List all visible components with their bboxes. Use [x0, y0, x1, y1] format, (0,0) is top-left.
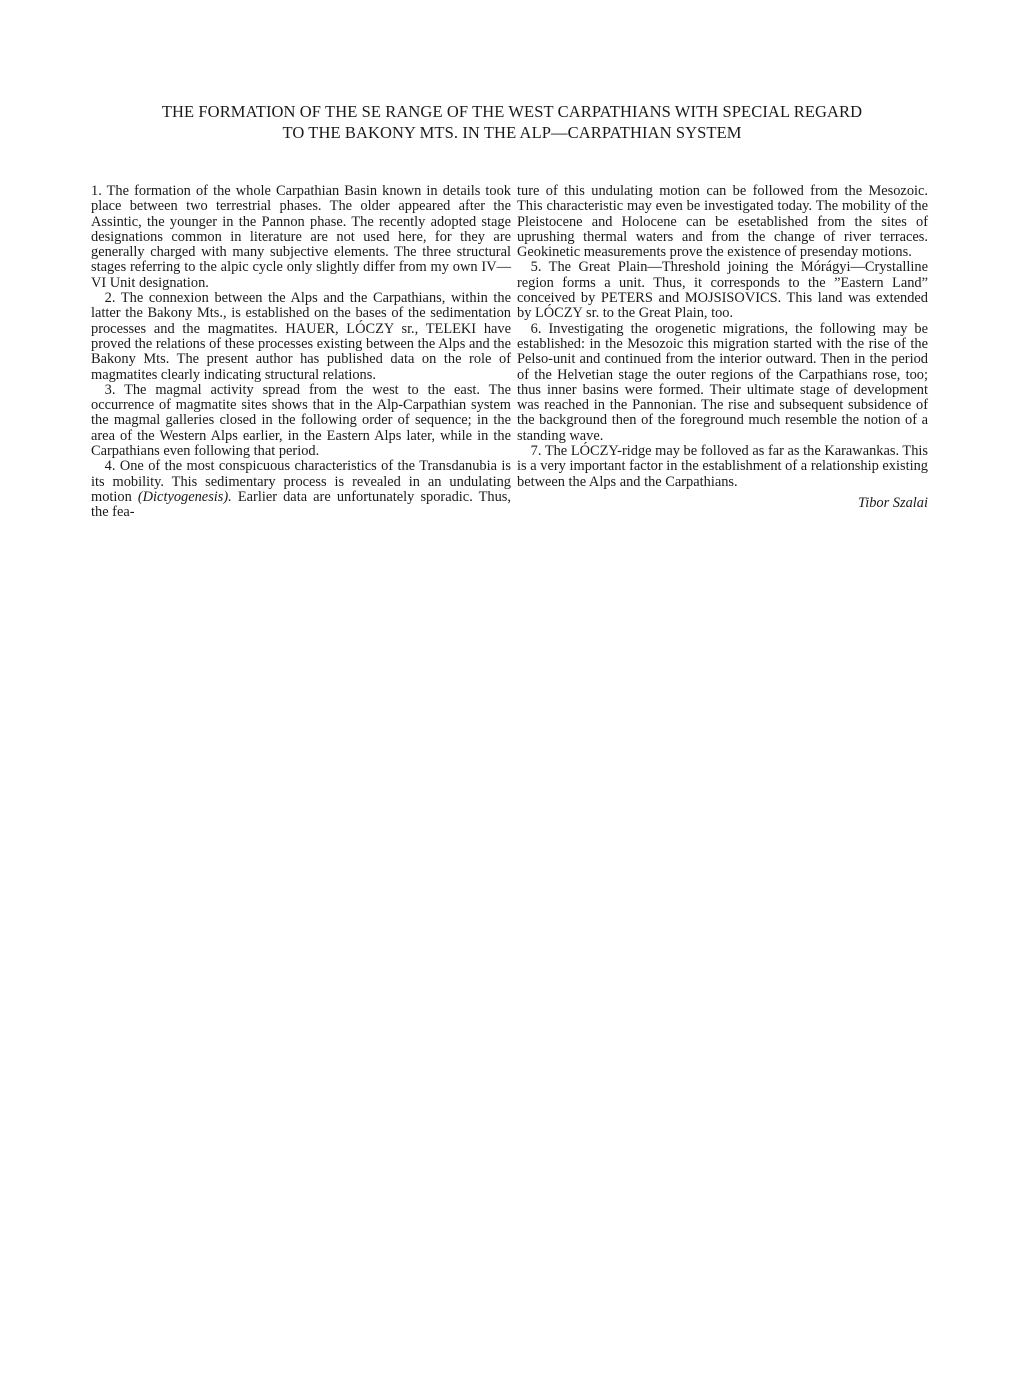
- paragraph-4-continued: ture of this undulating motion can be followed from the Mesozoic. This characteristic may even be investigated today. The mobility of the Pleistocene and Holocene can be esetablished from the sites of uprushing thermal waters and from the change of river terraces. Geokinetic measurements prove the existence of presenday motions.: [517, 183, 928, 261]
- paragraph-4-term: (Dictyogenesis).: [137, 488, 232, 505]
- article-title: [60, 101, 964, 143]
- paragraph-7: 7. The LÓCZY-ridge may be folloved as far as the Karawankas. This is a very important factor in the establishment of a relationship existing between the Alps and the Carpathians.: [517, 443, 928, 490]
- left-column: [91, 184, 511, 521]
- paragraph-3: 3. The magmal activity spread from the west to the east. The occurrence of magmatite sites shows that in the Alp-Carpathian system the magmal galleries closed in the following order of sequence; in the area of the Western Alps earlier, in the Eastern Alps later, while in the Carpathians even following that period.: [91, 381, 511, 460]
- article-title-line-1: THE FORMATION OF THE SE RANGE OF THE WEST CARPATHIANS WITH SPECIAL REGARD: [161, 102, 863, 121]
- paragraph-4-text-start: 4. One of the most conspicuous characteristics of the Transdanubia is its mobility. This sedimentary process is revealed in an undulating motion: [91, 458, 511, 505]
- right-column: [517, 184, 928, 511]
- paragraph-4-text-end: Earlier data are unfortunately sporadic. Thus, the fea-: [91, 488, 512, 521]
- paragraph-5: 5. The Great Plain—Threshold joining the Mórágyi—Crystalline region forms a unit. Thus, it corresponds to the ”Eastern Land” conceived by PETERS and MOJSISOVICS. This land was extended by LÓCZY sr. to the Great Plain, too.: [517, 259, 928, 322]
- paragraph-6: 6. Investigating the orogenetic migrations, the following may be established: in the Mesozoic this migration started with the rise of the Pelso-unit and continued from the interior outward. Then in the period of the Helvetian stage the outer regions of the Carpathians rose, too; thus inner basins were formed. Their ultimate stage of development was reached in the Pannonian. The rise and subsequent subsidence of the background then of the foreground much resemble the notion of a standing wave.: [517, 320, 928, 444]
- author-signature: Tibor Szalai: [858, 494, 928, 511]
- paragraph-4: [91, 459, 511, 520]
- paragraph-1: 1. The formation of the whole Carpathian Basin known in details took place between two terrestrial phases. The older appeared after the Assintic, the younger in the Pannon phase. The recently adopted stage designations common in literature are not used here, for they are generally charged with many subjective elements. The three structural stages referring to the alpic cycle only slightly differ from my own IV—VI Unit designation.: [91, 183, 511, 291]
- article-title-line-2: TO THE BAKONY MTS. IN THE ALP—CARPATHIAN SYSTEM: [282, 123, 742, 142]
- paragraph-2: 2. The connexion between the Alps and the Carpathians, within the latter the Bakony Mts., is established on the bases of the sedimentation processes and the magmatites. HAUER, LÓCZY sr., TELEKI have proved the relations of these processes existing between the Alps and the Bakony Mts. The present author has published data on the role of magmatites clearly indicating structural relations.: [91, 290, 511, 383]
